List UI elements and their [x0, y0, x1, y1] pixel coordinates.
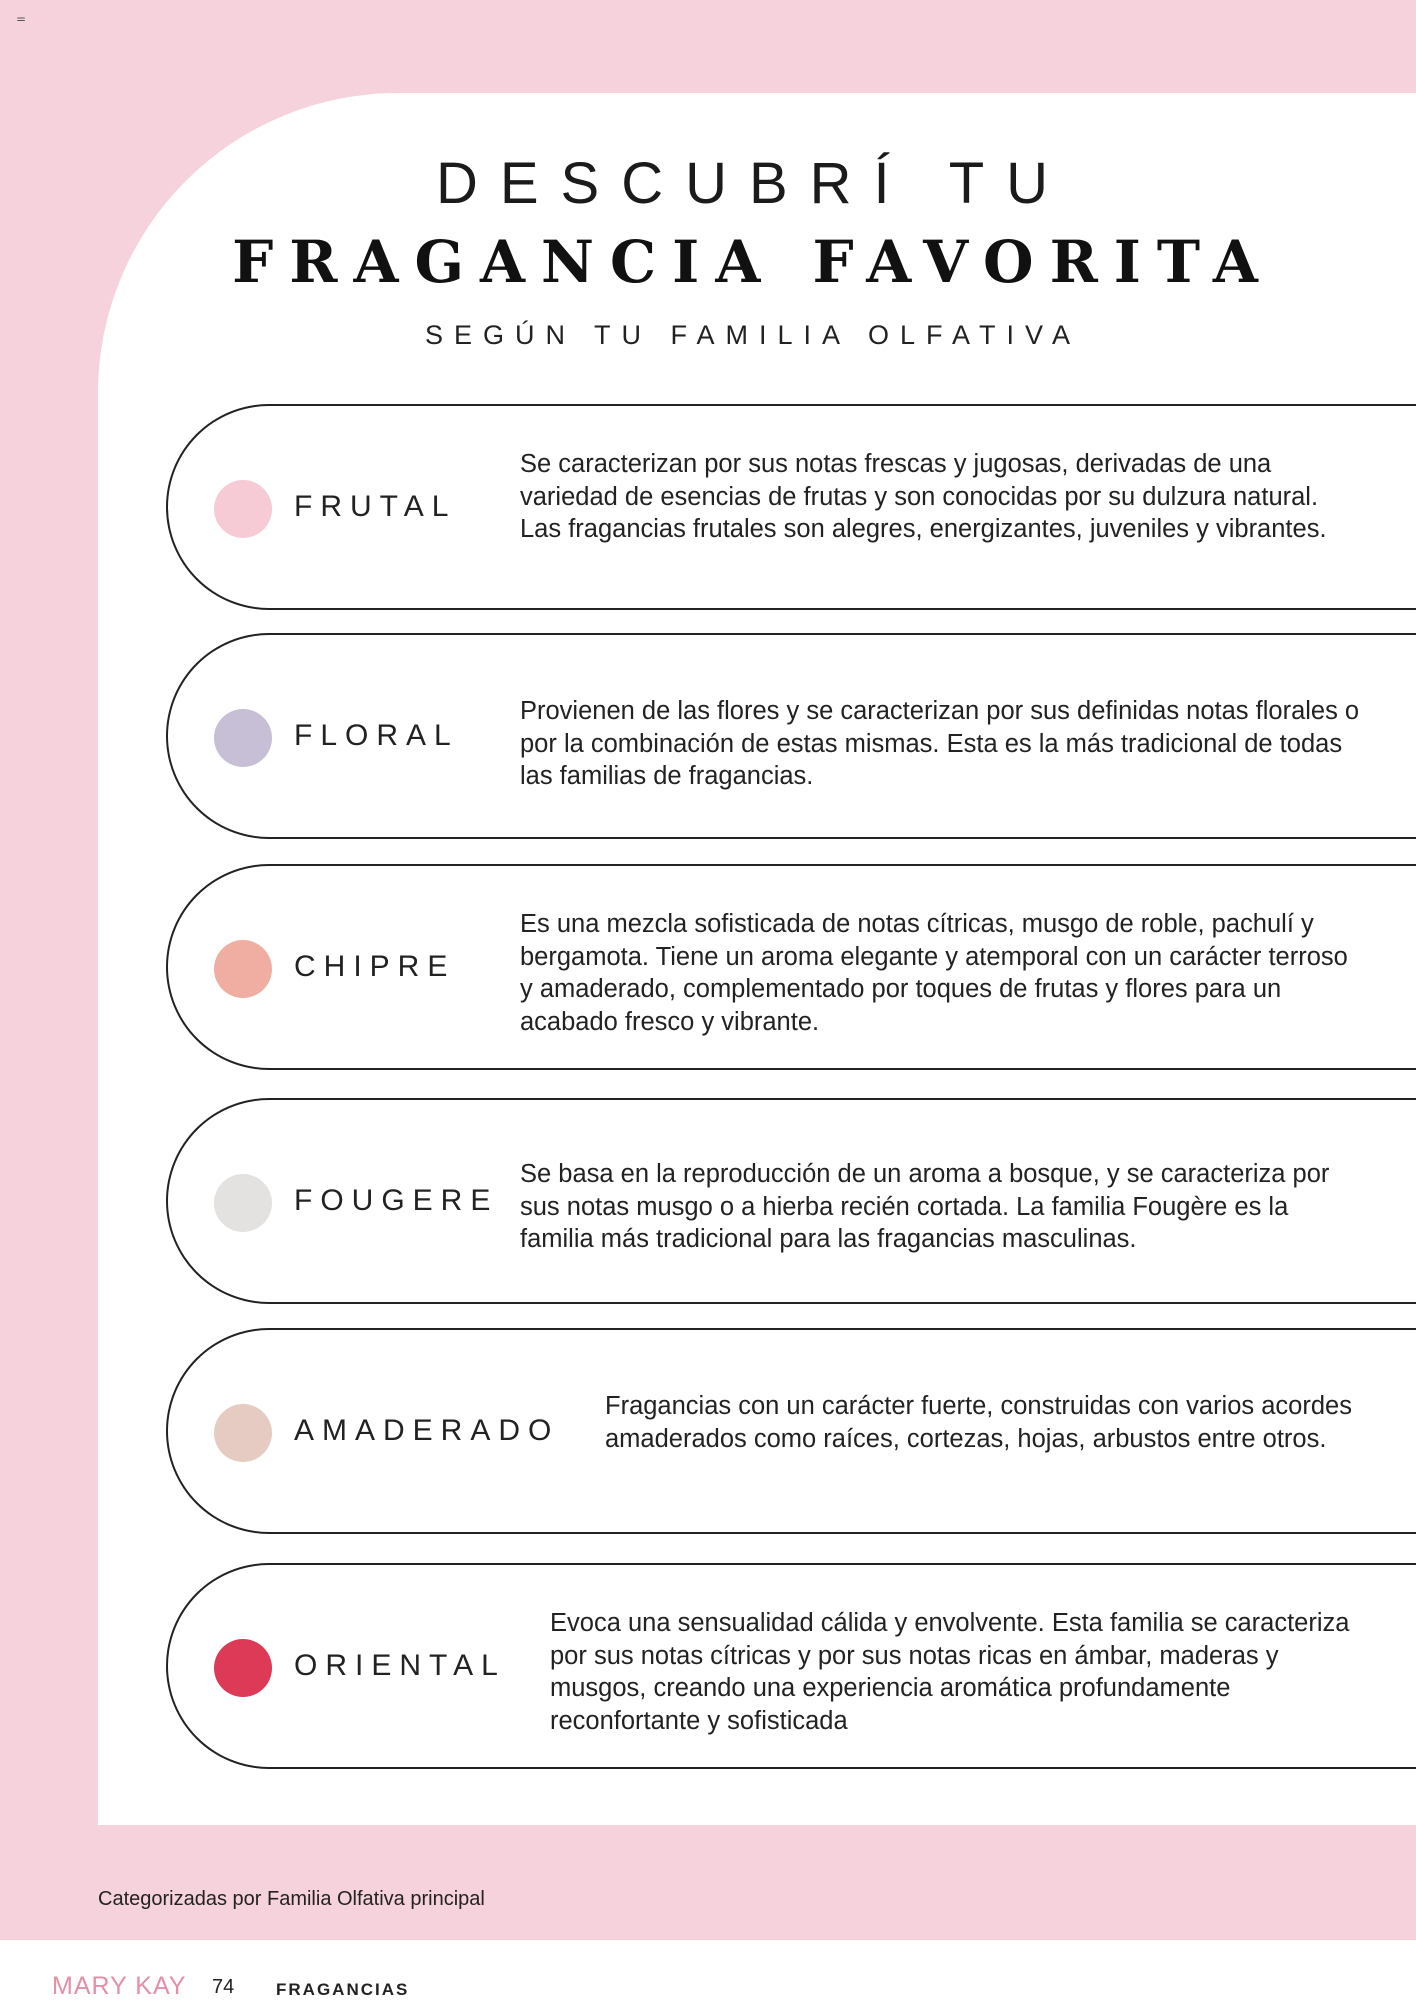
subtitle: SEGÚN TU FAMILIA OLFATIVA	[424, 320, 1082, 350]
family-row-amaderado	[166, 1328, 1416, 1534]
title-line-1: DESCUBRÍ TU	[435, 151, 1071, 216]
menu-icon[interactable]: =	[16, 12, 27, 26]
family-name: CHIPRE	[294, 950, 456, 983]
family-description: Se basa en la reproducción de un aroma a bosque, y se caracteriza por sus notas musgo o a hierba recién cortada. La familia Fougère es la familia más tradicional para las fragancias masculinas.	[520, 1160, 1330, 1253]
family-row-frutal	[166, 404, 1416, 610]
color-dot-amaderado	[214, 1404, 272, 1462]
family-name: FOUGERE	[294, 1184, 499, 1217]
family-description: Es una mezcla sofisticada de notas cítricas, musgo de roble, pachulí y bergamota. Tiene un aroma elegante y atemporal con un carácter terroso y amaderado, complementado por toques de frutas y flores para un acabado fresco y vibrante.	[520, 910, 1348, 1036]
family-description: Provienen de las flores y se caracterizan por sus definidas notas florales o por la combinación de estas mismas. Esta es la más tradicional de todas las familias de fragancias.	[520, 697, 1360, 790]
family-row-fougere	[166, 1098, 1416, 1304]
family-name: ORIENTAL	[294, 1649, 506, 1682]
family-description: Se caracterizan por sus notas frescas y jugosas, derivadas de una variedad de esencias de frutas y son conocidas por su dulzura natural. Las fragancias frutales son alegres, energizantes, juveniles y vibrantes.	[520, 450, 1327, 543]
family-description: Evoca una sensualidad cálida y envolvente. Esta familia se caracteriza por sus notas cítricas y por sus notas ricas en ámbar, maderas y musgos, creando una experiencia aromática profundamente reconfortante y sofisticada	[550, 1609, 1350, 1735]
color-dot-frutal	[214, 480, 272, 538]
brand-logo: MARY KAY	[52, 1972, 187, 2000]
family-name: FLORAL	[294, 719, 459, 752]
color-dot-floral	[214, 709, 272, 767]
section-label: FRAGANCIAS	[276, 1980, 410, 1999]
page-number: 74	[212, 1976, 235, 1998]
color-dot-oriental	[214, 1639, 272, 1697]
family-row-chipre	[166, 864, 1416, 1070]
color-dot-fougere	[214, 1174, 272, 1232]
family-name: FRUTAL	[294, 490, 457, 523]
family-row-oriental	[166, 1563, 1416, 1769]
family-name: AMADERADO	[294, 1414, 560, 1447]
family-row-floral	[166, 633, 1416, 839]
family-description: Fragancias con un carácter fuerte, construidas con varios acordes amaderados como raíces, cortezas, hojas, arbustos entre otros.	[605, 1392, 1352, 1453]
title-line-2: FRAGANCIA FAVORITA	[232, 228, 1274, 296]
footnote: Categorizadas por Familia Olfativa principal	[98, 1888, 485, 1910]
color-dot-chipre	[214, 940, 272, 998]
